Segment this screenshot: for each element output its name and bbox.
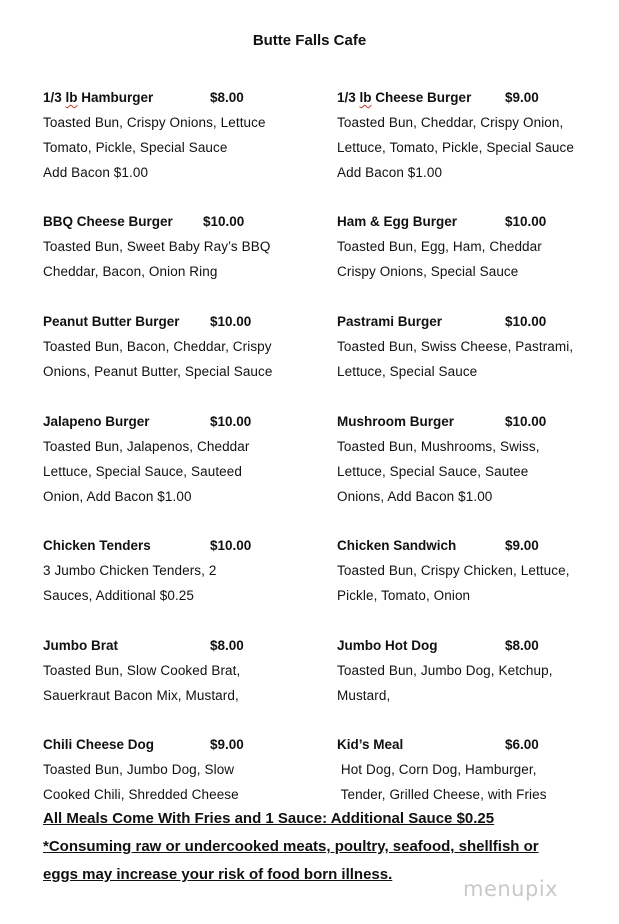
item-price: $10.00 bbox=[210, 538, 252, 553]
item-name: Chicken Sandwich $9.00 bbox=[337, 533, 607, 558]
menu-item-mushroom-burger bbox=[337, 409, 607, 509]
item-name: Ham & Egg Burger $10.00 bbox=[337, 209, 607, 234]
item-description: Cooked Chili, Shredded Cheese bbox=[43, 787, 239, 802]
item-description: Mustard, bbox=[337, 688, 391, 703]
item-description: Cheddar, Bacon, Onion Ring bbox=[43, 264, 218, 279]
item-price: $10.00 bbox=[505, 214, 547, 229]
menu-item-kids-meal bbox=[337, 732, 607, 807]
page-title: Butte Falls Cafe bbox=[252, 32, 367, 49]
item-name: Chicken Tenders $10.00 bbox=[43, 533, 313, 558]
menu-item-hamburger bbox=[43, 85, 313, 185]
item-name: 1/3 lb Cheese Burger $9.00 bbox=[337, 85, 607, 110]
item-description: Lettuce, Tomato, Pickle, Special Sauce bbox=[337, 140, 574, 155]
menu-item-chicken-tenders bbox=[43, 533, 313, 608]
menu-item-bbq-cheese-burger bbox=[43, 209, 313, 284]
item-description: Toasted Bun, Sweet Baby Ray’s BBQ bbox=[43, 239, 271, 254]
item-description: Toasted Bun, Jumbo Dog, Ketchup, bbox=[337, 663, 553, 678]
item-description: Toasted Bun, Crispy Onions, Lettuce bbox=[43, 115, 266, 130]
item-description: Add Bacon $1.00 bbox=[337, 165, 443, 180]
item-description: Hot Dog, Corn Dog, Hamburger, bbox=[337, 762, 537, 777]
item-price: $10.00 bbox=[505, 314, 547, 329]
fries-sauce-note: All Meals Come With Fries and 1 Sauce: Additional Sauce $0.25 bbox=[43, 810, 495, 827]
item-description: Onion, Add Bacon $1.00 bbox=[43, 489, 192, 504]
item-price: $10.00 bbox=[210, 314, 252, 329]
item-name: Pastrami Burger $10.00 bbox=[337, 309, 607, 334]
menu-item-jumbo-brat bbox=[43, 633, 313, 708]
item-description: Toasted Bun, Jumbo Dog, Slow bbox=[43, 762, 235, 777]
item-price: $10.00 bbox=[505, 414, 547, 429]
food-safety-warning-continued: eggs may increase your risk of food born illness. bbox=[43, 866, 393, 883]
watermark-logo: menupix bbox=[463, 877, 559, 901]
item-price: $9.00 bbox=[505, 538, 539, 553]
item-description: Toasted Bun, Jalapenos, Cheddar bbox=[43, 439, 250, 454]
menu-item-ham-egg-burger bbox=[337, 209, 607, 284]
item-description: Sauerkraut Bacon Mix, Mustard, bbox=[43, 688, 239, 703]
item-name: BBQ Cheese Burger $10.00 bbox=[43, 209, 313, 234]
item-price: $8.00 bbox=[210, 90, 244, 105]
item-description: Pickle, Tomato, Onion bbox=[337, 588, 471, 603]
item-name: Mushroom Burger $10.00 bbox=[337, 409, 607, 434]
item-description: Add Bacon $1.00 bbox=[43, 165, 149, 180]
menu-item-pastrami-burger bbox=[337, 309, 607, 384]
item-price: $10.00 bbox=[210, 414, 252, 429]
food-safety-warning: *Consuming raw or undercooked meats, poultry, seafood, shellfish or bbox=[43, 838, 539, 855]
item-description: Toasted Bun, Egg, Ham, Cheddar bbox=[337, 239, 542, 254]
item-description: Toasted Bun, Cheddar, Crispy Onion, bbox=[337, 115, 564, 130]
menu-item-chili-cheese-dog bbox=[43, 732, 313, 807]
item-name: Jalapeno Burger $10.00 bbox=[43, 409, 313, 434]
item-description: Sauces, Additional $0.25 bbox=[43, 588, 195, 603]
item-price: $8.00 bbox=[505, 638, 539, 653]
item-name: 1/3 lb Hamburger $8.00 bbox=[43, 85, 313, 110]
item-name: Kid’s Meal $6.00 bbox=[337, 732, 607, 757]
item-description: Lettuce, Special Sauce, Sauteed bbox=[43, 464, 242, 479]
item-description: Toasted Bun, Mushrooms, Swiss, bbox=[337, 439, 540, 454]
item-price: $9.00 bbox=[210, 737, 244, 752]
item-price: $10.00 bbox=[203, 214, 245, 229]
item-price: $6.00 bbox=[505, 737, 539, 752]
item-description: Tender, Grilled Cheese, with Fries bbox=[337, 787, 547, 802]
item-description: 3 Jumbo Chicken Tenders, 2 bbox=[43, 563, 217, 578]
menu-item-jalapeno-burger bbox=[43, 409, 313, 509]
item-description: Toasted Bun, Swiss Cheese, Pastrami, bbox=[337, 339, 574, 354]
item-description: Crispy Onions, Special Sauce bbox=[337, 264, 519, 279]
item-description: Lettuce, Special Sauce, Sautee bbox=[337, 464, 529, 479]
menu-item-cheese-burger bbox=[337, 85, 607, 185]
item-description: Toasted Bun, Crispy Chicken, Lettuce, bbox=[337, 563, 570, 578]
item-description: Toasted Bun, Bacon, Cheddar, Crispy bbox=[43, 339, 272, 354]
item-description: Onions, Peanut Butter, Special Sauce bbox=[43, 364, 273, 379]
item-name: Peanut Butter Burger $10.00 bbox=[43, 309, 313, 334]
item-description: Tomato, Pickle, Special Sauce bbox=[43, 140, 228, 155]
item-description: Onions, Add Bacon $1.00 bbox=[337, 489, 493, 504]
item-name: Chili Cheese Dog $9.00 bbox=[43, 732, 313, 757]
item-description: Toasted Bun, Slow Cooked Brat, bbox=[43, 663, 241, 678]
item-name: Jumbo Hot Dog $8.00 bbox=[337, 633, 607, 658]
menu-item-peanut-butter-burger bbox=[43, 309, 313, 384]
menu-item-chicken-sandwich bbox=[337, 533, 607, 608]
item-description: Lettuce, Special Sauce bbox=[337, 364, 478, 379]
menu-item-jumbo-hot-dog bbox=[337, 633, 607, 708]
item-name: Jumbo Brat $8.00 bbox=[43, 633, 313, 658]
item-price: $8.00 bbox=[210, 638, 244, 653]
item-price: $9.00 bbox=[505, 90, 539, 105]
